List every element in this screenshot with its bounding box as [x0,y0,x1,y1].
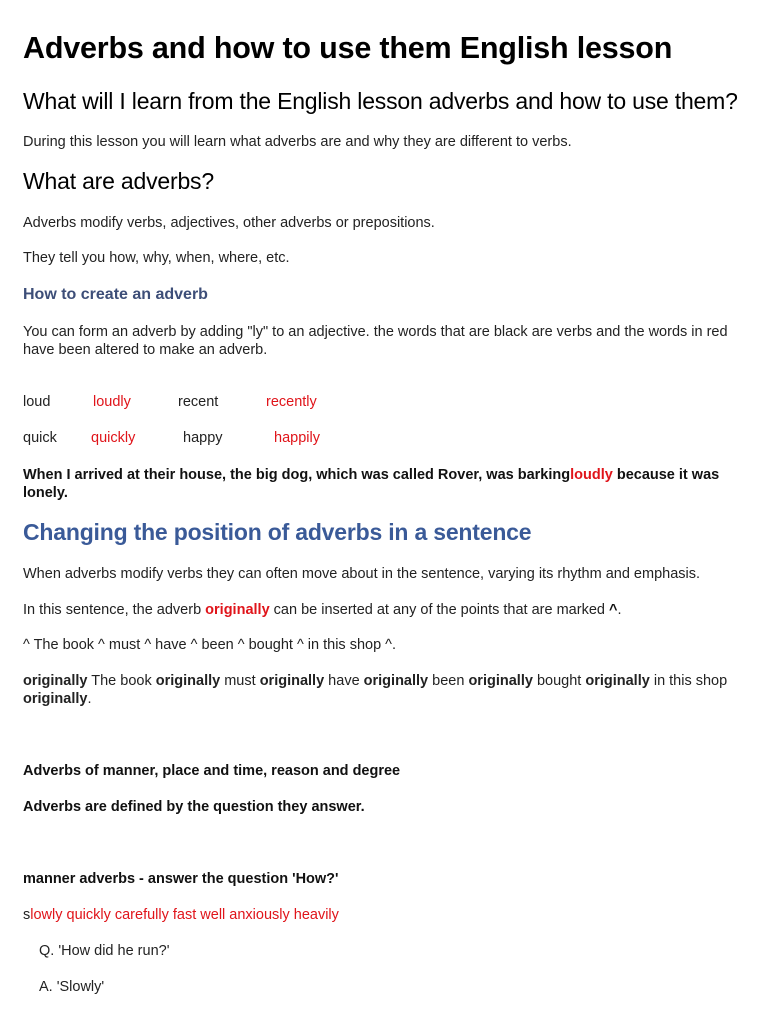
sentence-part: . [87,691,92,707]
manner-adverb-list [23,906,339,924]
example-text-end: because it was lonely. [23,467,720,501]
insertion-text-start: In this sentence, the adverb [23,602,206,618]
position-heading: Changing the position of adverbs in a sentence [23,519,532,545]
example-text: When I arrived at their house, the big dog, which was called Rover, was barking [23,467,571,483]
adjective-word: happy [183,430,223,446]
adjective-word: quick [23,430,57,446]
usage-line: They tell you how, why, when, where, etc. [23,250,290,266]
word-pairs-row-2 [23,430,743,450]
answer-line: A. 'Slowly' [39,979,105,995]
types-heading: Adverbs of manner, place and time, reason and degree [23,763,401,779]
originally-examples [23,672,743,708]
manner-list-words: lowly quickly carefully fast well anxiously heavily [30,907,339,923]
sentence-part: bought [532,673,586,689]
sentence-part: have [324,673,364,689]
example-sentence [23,466,743,502]
caret-mark: ^ [608,602,618,618]
word-pairs-row-1 [23,394,743,414]
originally-word: originally [363,673,429,689]
sentence-part: The book [87,673,156,689]
types-subheading: Adverbs are defined by the question they answer. [23,799,365,815]
originally-word: originally [23,673,88,689]
page-title: Adverbs and how to use them English lesson [23,31,673,65]
originally-word: originally [155,673,221,689]
adjective-word: recent [178,394,219,410]
adverb-word: loudly [93,394,131,410]
insertion-text [23,601,621,619]
originally-word: originally [585,673,650,689]
create-text: You can form an adverb by adding "ly" to an adjective. the words that are black are verbs and the words in red have been altered to make an adverb. [23,324,728,358]
sentence-part: in this shop [649,673,728,689]
originally-word: originally [468,673,533,689]
adjective-word: loud [23,394,51,410]
adverb-word: recently [266,394,317,410]
adverb-word: quickly [91,430,136,446]
insertion-text-mid: can be inserted at any of the points that are marked [269,602,609,618]
position-text: When adverbs modify verbs they can often move about in the sentence, varying its rhythm and emphasis. [23,566,701,582]
originally-word: originally [259,673,325,689]
marked-sentence: ^ The book ^ must ^ have ^ been ^ bought ^ in this shop ^. [23,637,397,653]
insertion-text-end: . [617,602,622,618]
sentence-part: must [220,673,260,689]
manner-list-first: s [23,907,31,923]
example-adverb: loudly [570,467,613,483]
create-heading: How to create an adverb [23,286,208,303]
adverb-word: happily [274,430,320,446]
intro-text: During this lesson you will learn what adverbs are and why they are different to verbs. [23,134,572,150]
manner-heading: manner adverbs - answer the question 'How?' [23,871,339,887]
insertion-adverb: originally [205,602,270,618]
what-are-heading: What are adverbs? [23,168,214,194]
definition-line: Adverbs modify verbs, adjectives, other adverbs or prepositions. [23,215,435,231]
originally-word: originally [23,691,88,707]
question-line: Q. 'How did he run?' [39,943,170,959]
intro-heading: What will I learn from the English lesson adverbs and how to use them? [23,88,738,114]
sentence-part: been [428,673,469,689]
